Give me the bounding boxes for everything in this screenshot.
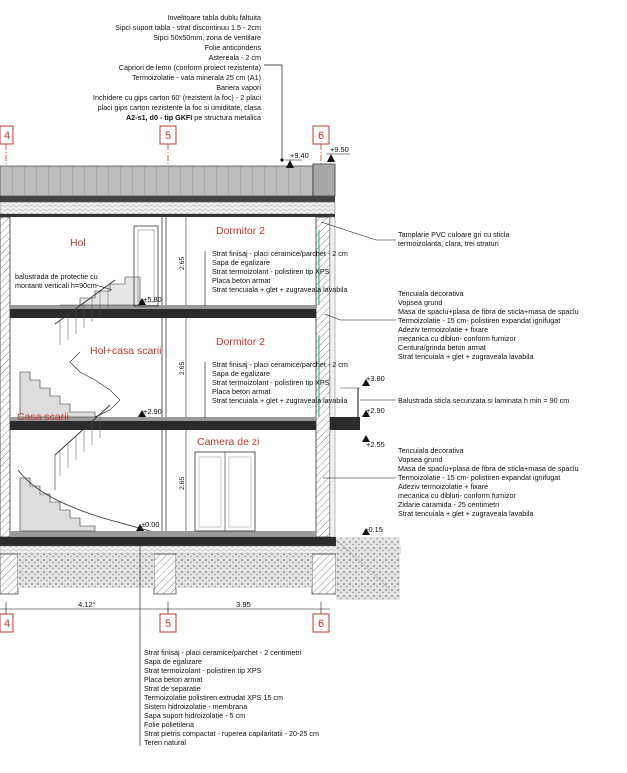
ground-note: Teren natural bbox=[144, 738, 186, 747]
level-height: 2.65 bbox=[179, 361, 186, 375]
room-label-dormitor-mid: Dormitor 2 bbox=[216, 336, 266, 348]
wall-note: Adeziv termoizolatie + fixare bbox=[398, 482, 489, 491]
note-leader bbox=[325, 314, 396, 320]
roof-note-last bbox=[126, 113, 261, 122]
room-label-casa-scarii: Casa scarii bbox=[17, 411, 69, 423]
axis-label: 6 bbox=[318, 618, 325, 630]
wall-note: Centura/grinda beton armat bbox=[398, 343, 486, 352]
elevation-label: +9.50 bbox=[330, 145, 349, 154]
room-label-hol: Hol bbox=[70, 237, 86, 249]
note-line: montanti verticali h=90cm bbox=[15, 281, 97, 290]
interior-elevations bbox=[136, 295, 162, 531]
level-height: 2.65 bbox=[179, 476, 186, 490]
floor-note: Sapa de egalizare bbox=[212, 258, 270, 267]
note-line: Balustrada sticla securizata si laminata h min = 90 cm bbox=[398, 396, 570, 405]
floor-note: Placa beton armat bbox=[212, 276, 271, 285]
ground-note: Sapa suport hidroizolatie - 5 cm bbox=[144, 711, 246, 720]
floor-note: Strat tencuiala + glet + zugraveala lavabila bbox=[212, 396, 348, 405]
floor-note: Strat termoizolant - polistiren tip XPS bbox=[212, 378, 330, 387]
ground-note: Strat de separatie bbox=[144, 684, 201, 693]
axis-markers-top bbox=[0, 126, 329, 168]
wall-note: Masa de spaclu+plasa de fibra de sticla+masa de spaclu bbox=[398, 464, 579, 473]
elevation-label: +3.80 bbox=[366, 374, 385, 383]
roof bbox=[0, 145, 350, 217]
wall-notes-bottom bbox=[323, 446, 579, 518]
gravel-fill bbox=[18, 554, 154, 588]
roof-note: Folie anticondens bbox=[204, 43, 261, 52]
right-wall-insulation bbox=[330, 217, 335, 537]
roof-note: Termoizolatie - vata minerala 25 cm (A1) bbox=[131, 73, 261, 82]
wall-note: Tencuiala decorativa bbox=[398, 289, 464, 298]
wall-note: mecanica cu dibluri- conform furnizor bbox=[398, 491, 516, 500]
note-line: balustrada de protectie cu bbox=[15, 272, 98, 281]
roof-note: Inchidere cu gips carton 60' (rezistent la foc) - 2 placi bbox=[93, 93, 261, 102]
wall-note: Vopsea grund bbox=[398, 298, 443, 307]
note-leader bbox=[96, 285, 112, 290]
stair-winder bbox=[70, 352, 120, 417]
room-label-hol-casa-scarii: Hol+casa scarii bbox=[90, 345, 162, 357]
slab-upper bbox=[10, 309, 316, 318]
wall-note: Termoizolatie - 15 cm- polistiren expandat ignifugat bbox=[398, 316, 561, 325]
ground-note: Strat finisaj - placi ceramice/parchet - 2 centimetri bbox=[144, 648, 302, 657]
ground-note: Strat termoizolant - polistiren tip XPS bbox=[144, 666, 262, 675]
axis-label: 5 bbox=[165, 130, 172, 142]
door-panel bbox=[138, 230, 154, 302]
note-line: Tamplarie PVC culoare gri cu sticla bbox=[398, 230, 510, 239]
axis-label: 4 bbox=[4, 130, 11, 142]
roof-insulation bbox=[0, 202, 335, 214]
walls bbox=[0, 217, 335, 537]
note-line: termoizolanta, clara, trei straturi bbox=[398, 239, 499, 248]
wall-note: Vopsea grund bbox=[398, 455, 443, 464]
elevation-label: +2.90 bbox=[366, 406, 385, 415]
ground-finish bbox=[10, 531, 316, 537]
roof-note: placi gips carton rezistente la foc si umiditate, clasa bbox=[97, 103, 261, 112]
wall-note: Termoizolatie - 15 cm- polistiren expandat ignifugat bbox=[398, 473, 561, 482]
left-wall bbox=[0, 217, 10, 537]
level-heights bbox=[179, 217, 186, 531]
room-label-dormitor-top: Dormitor 2 bbox=[216, 225, 266, 237]
axis-label: 5 bbox=[165, 618, 172, 630]
wall-note: Masa de spaclu+plasa de fibra de sticla+masa de spaclu bbox=[398, 307, 579, 316]
roof-note: Invelitoare tabla dublu faltuita bbox=[167, 13, 261, 22]
elevation-label: ±0.00 bbox=[141, 520, 160, 529]
elevation-marker bbox=[286, 160, 294, 168]
wall-note: Tencuiala decorativa bbox=[398, 446, 464, 455]
bottom-dimensions bbox=[0, 600, 330, 632]
dimension-label: 4.12° bbox=[78, 600, 96, 609]
wall-notes-top bbox=[325, 289, 579, 361]
elevation-label: +2.90 bbox=[143, 407, 162, 416]
wall-note: Adeziv termoizolatie + fixare bbox=[398, 325, 489, 334]
elevation-label: +2.55 bbox=[366, 440, 385, 449]
ground-note: Sapa de egalizare bbox=[144, 657, 202, 666]
exterior-elevations bbox=[362, 374, 385, 535]
footing bbox=[0, 554, 18, 594]
ground-note: Termoizolatie polistiren extrudat XPS 15 cm bbox=[144, 693, 284, 702]
gravel-fill bbox=[176, 554, 312, 588]
wall-note: Zidarie caramida - 25 centimetri bbox=[398, 500, 500, 509]
ground-note: Folie polietilena bbox=[144, 720, 194, 729]
elevation-label: +5.80 bbox=[143, 295, 162, 304]
roof-leader bbox=[264, 65, 282, 158]
roof-note-rest: pe structura metalica bbox=[192, 113, 261, 122]
roof-notes bbox=[93, 13, 284, 162]
balcony-note bbox=[360, 396, 569, 405]
leader-dot bbox=[280, 158, 283, 161]
dimension-label: 3.95 bbox=[236, 600, 251, 609]
balcony-slab bbox=[330, 417, 360, 430]
roof-cladding bbox=[0, 166, 335, 196]
floor-note: Strat termoizolant - polistiren tip XPS bbox=[212, 267, 330, 276]
floor-note: Strat finisaj - placi ceramice/parchet - 2 cm bbox=[212, 249, 348, 258]
roof-note: Astereala - 2 cm bbox=[208, 53, 261, 62]
roof-note: Sipci suport tabla - strat discontinuu 1.5 - 2cm bbox=[115, 23, 261, 32]
ground-note: Placa beton armat bbox=[144, 675, 203, 684]
wall-note: mecanica cu dibluri- conform furnizor bbox=[398, 334, 516, 343]
level-height: 2.65 bbox=[179, 256, 186, 270]
footing bbox=[154, 554, 176, 594]
room-label-camera-de-zi: Camera de zi bbox=[197, 436, 260, 448]
axis-label: 4 bbox=[4, 618, 11, 630]
footing bbox=[312, 554, 336, 594]
right-wall bbox=[316, 217, 330, 537]
ground-note: Sistem hidroizolatie - membrana bbox=[144, 702, 248, 711]
stair-flight-lower bbox=[20, 478, 95, 531]
axis-label: 6 bbox=[318, 130, 325, 142]
elevation-label: +9.40 bbox=[290, 151, 309, 160]
elevation-label: -0.15 bbox=[366, 525, 383, 534]
floor-note: Placa beton armat bbox=[212, 387, 271, 396]
roof-note: Capriori de lemn (conform proiect rezistenta) bbox=[118, 63, 261, 72]
wall-note: Strat tencuiala + glet + zugraveala lavabila bbox=[398, 509, 534, 518]
window-note bbox=[321, 222, 509, 248]
floor-note: Sapa de egalizare bbox=[212, 369, 270, 378]
floor-note: Strat finisaj - placi ceramice/parchet - 2 cm bbox=[212, 360, 348, 369]
roof-note: Sipci 50x50mm, zona de ventilare bbox=[153, 33, 261, 42]
wall-note: Strat tencuiala + glet + zugraveala lavabila bbox=[398, 352, 534, 361]
roof-note-bold: A2-s1, d0 - tip GKFI bbox=[125, 113, 193, 122]
roof-slab bbox=[0, 196, 335, 202]
slab-upper-finish bbox=[10, 305, 316, 309]
ground-note: Strat pietris compactat - ruperea capilaritatii - 20-25 cm bbox=[144, 729, 319, 738]
floor-note: Strat tencuiala + glet + zugraveala lavabila bbox=[212, 285, 348, 294]
roof-ceiling bbox=[0, 214, 335, 217]
elevation-marker bbox=[327, 154, 335, 162]
roof-parapet bbox=[313, 164, 335, 196]
roof-note: Bariera vapori bbox=[216, 83, 261, 92]
balustrade-note bbox=[15, 272, 112, 290]
